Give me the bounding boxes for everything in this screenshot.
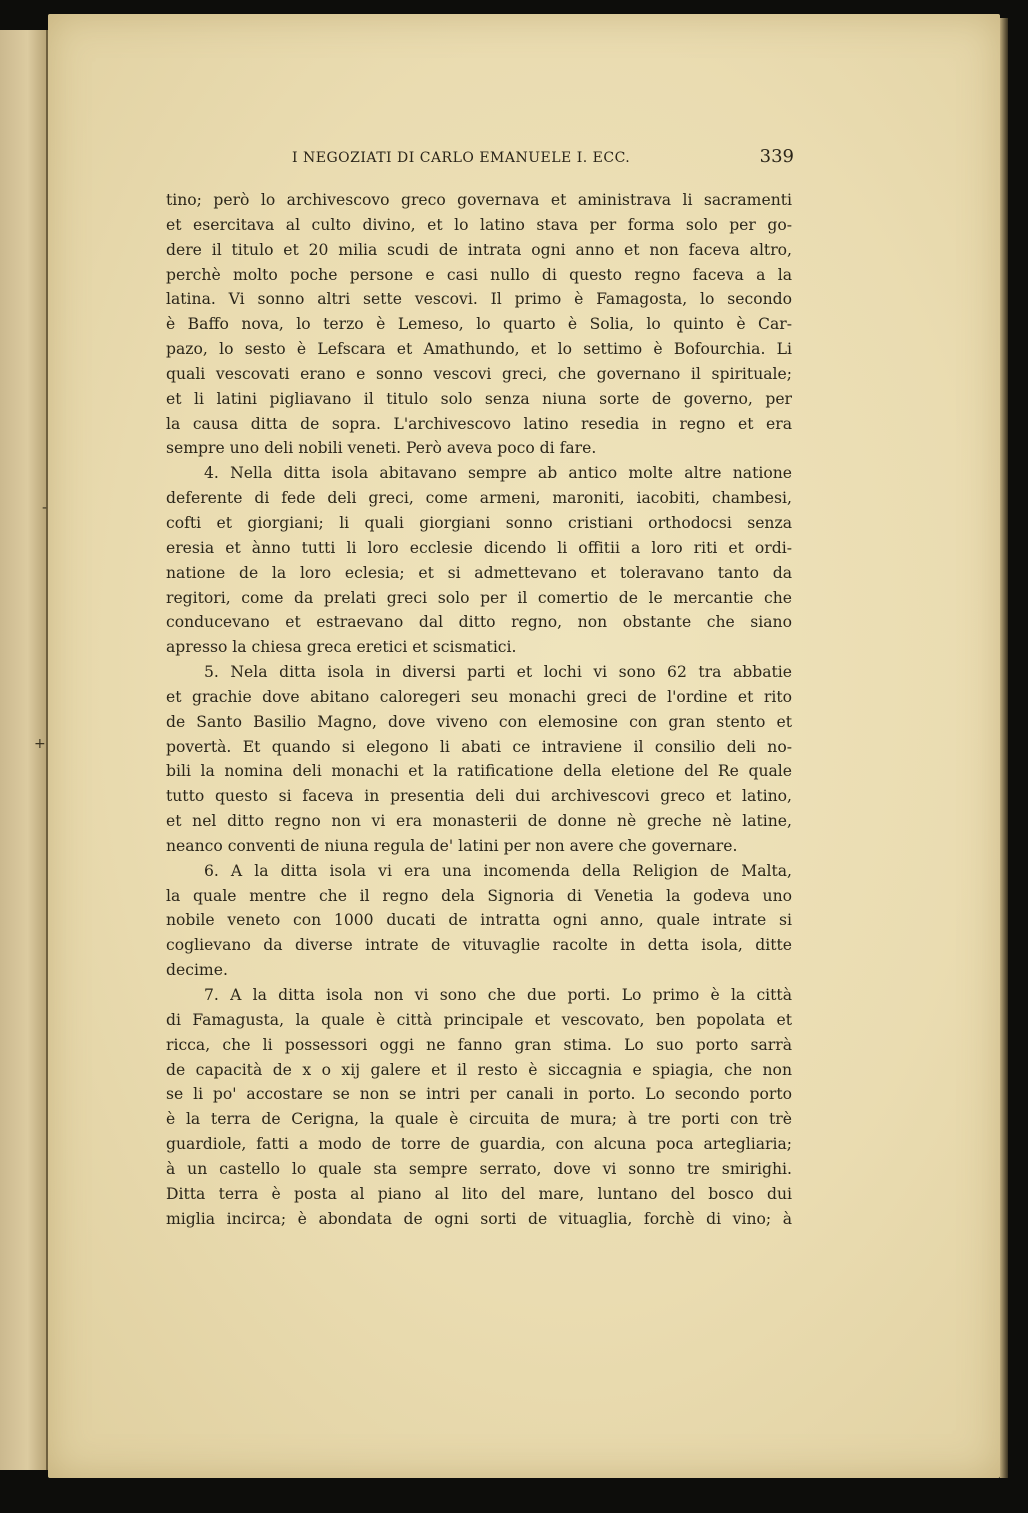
text-line: è la terra de Cerigna, la quale è circuita de mura; à tre porti con trè <box>166 1110 792 1129</box>
text-line: apresso la chiesa greca eretici et scismatici. <box>166 638 517 657</box>
text-line: tutto questo si faceva in presentia deli dui archivescovi greco et latino, <box>166 787 792 806</box>
text-line: latina. Vi sonno altri sette vescovi. Il primo è Famagosta, lo secondo <box>166 290 792 309</box>
text-line: et esercitava al culto divino, et lo latino stava per forma solo per go- <box>166 215 792 234</box>
margin-mark: - <box>42 500 48 516</box>
text-line: neanco conventi de niuna regula de' latini per non avere che governare. <box>166 836 738 855</box>
text-line: decime. <box>166 961 228 980</box>
text-line: pazo, lo sesto è Lefscara et Amathundo, et lo settimo è Bofourchia. Li <box>166 340 792 359</box>
text-line: miglia incirca; è abondata de ogni sorti de vituaglia, forchè di vino; à <box>166 1209 792 1228</box>
text-line: cofti et giorgiani; li quali giorgiani sonno cristiani orthodocsi senza <box>166 513 792 532</box>
text-line: de Santo Basilio Magno, dove viveno con elemosine con gran stento et <box>166 712 792 731</box>
text-line: quali vescovati erano e sonno vescovi greci, che governano il spirituale; <box>166 364 792 383</box>
page-edge-shadow <box>1000 18 1008 1478</box>
text-line: natione de la loro eclesia; et si admettevano et toleravano tanto da <box>166 563 792 582</box>
paragraph-start: 6. A la ditta isola vi era una incomenda della Religion de Malta, <box>204 861 792 880</box>
text-line: coglievano da diverse intrate de vituvaglie racolte in detta isola, ditte <box>166 936 792 955</box>
text-line: et nel ditto regno non vi era monasterii de donne nè greche nè latine, <box>166 812 792 831</box>
text-line: et li latini pigliavano il titulo solo senza niuna sorte de governo, per <box>166 389 792 408</box>
text-line: ricca, che li possessori oggi ne fanno gran stima. Lo suo porto sarrà <box>166 1035 792 1054</box>
text-line: bili la nomina deli monachi et la ratificatione della eletione del Re quale <box>166 762 792 781</box>
text-line: Ditta terra è posta al piano al lito del mare, luntano del bosco dui <box>166 1184 792 1203</box>
text-line: de capacità de x o xij galere et il resto è siccagnia e spiagia, che non <box>166 1060 792 1079</box>
page-number: 339 <box>759 146 794 167</box>
paragraph-start: 4. Nella ditta isola abitavano sempre ab antico molte altre natione <box>204 464 792 483</box>
text-line: deferente di fede deli greci, come armeni, maroniti, iacobiti, chambesi, <box>166 489 792 508</box>
running-title: I NEGOZIATI DI CARLO EMANUELE I. ECC. <box>292 150 631 166</box>
text-line: sempre uno deli nobili veneti. Però aveva poco di fare. <box>166 439 597 458</box>
margin-mark: + <box>34 736 46 752</box>
paragraph-start: 5. Nela ditta isola in diversi parti et lochi vi sono 62 tra abbatie <box>204 663 792 682</box>
text-line: guardiole, fatti a modo de torre de guardia, con alcuna poca artegliaria; <box>166 1135 792 1154</box>
text-line: à un castello lo quale sta sempre serrato, dove vi sonno tre smirighi. <box>166 1159 792 1178</box>
text-line: perchè molto poche persone e casi nullo di questo regno faceva a la <box>166 265 792 284</box>
body-text <box>166 188 792 1231</box>
text-line: eresia et ànno tutti li loro ecclesie dicendo li offitii a loro riti et ordi- <box>166 538 792 557</box>
text-line: povertà. Et quando si elegono li abati ce intraviene il consilio deli no- <box>166 737 792 756</box>
text-line: è Baffo nova, lo terzo è Lemeso, lo quarto è Solia, lo quinto è Car- <box>166 315 792 334</box>
text-line: regitori, come da prelati greci solo per il comertio de le mercantie che <box>166 588 792 607</box>
text-line: dere il titulo et 20 milia scudi de intrata ogni anno et non faceva altro, <box>166 240 792 259</box>
text-line: la causa ditta de sopra. L'archivescovo latino resedia in regno et era <box>166 414 792 433</box>
text-line: se li po' accostare se non se intri per canali in porto. Lo secondo porto <box>166 1085 792 1104</box>
text-line: nobile veneto con 1000 ducati de intratta ogni anno, quale intrate si <box>166 911 792 930</box>
text-line: et grachie dove abitano caloregeri seu monachi greci de l'ordine et rito <box>166 687 792 706</box>
text-line: la quale mentre che il regno dela Signoria di Venetia la godeva uno <box>166 886 792 905</box>
text-line: tino; però lo archivescovo greco governava et aministrava li sacramenti <box>166 191 792 209</box>
paragraph-start: 7. A la ditta isola non vi sono che due porti. Lo primo è la città <box>204 986 792 1004</box>
text-line: conducevano et estraevano dal ditto regno, non obstante che siano <box>166 613 792 632</box>
text-line: di Famagusta, la quale è città principale et vescovato, ben popolata et <box>166 1010 792 1029</box>
